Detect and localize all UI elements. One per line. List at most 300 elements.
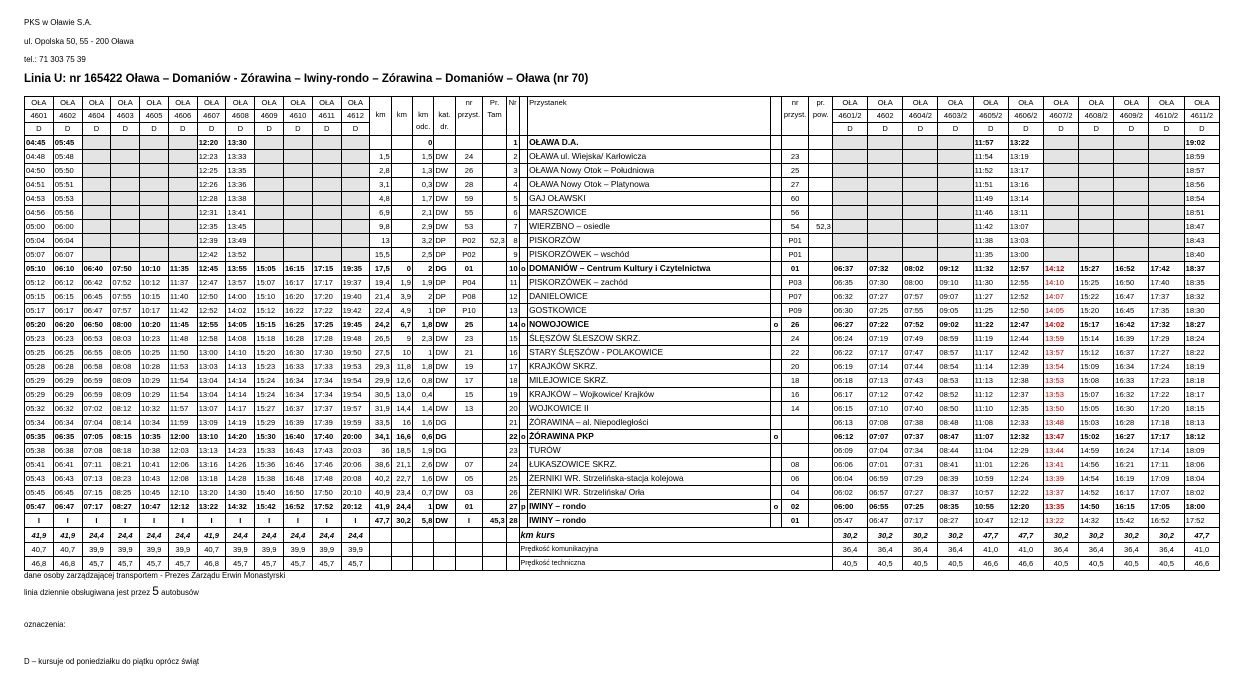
time-cell: [341, 192, 370, 206]
time-cell: 11:54: [973, 150, 1008, 164]
time-cell: 08:27: [938, 514, 973, 528]
time-cell: [255, 248, 284, 262]
time-cell: 17:37: [312, 402, 341, 416]
o-cell: [771, 402, 782, 416]
course-day: D: [903, 123, 938, 136]
km-odc-cell: 1,6: [413, 472, 434, 486]
time-cell: 07:57: [111, 304, 140, 318]
time-cell: 11:13: [973, 374, 1008, 388]
footer-value: 40,5: [1043, 557, 1078, 571]
stop-number-r-cell: 60: [781, 192, 809, 206]
time-cell: 17:22: [312, 304, 341, 318]
o-cell: [771, 290, 782, 304]
marker-cell: [519, 290, 528, 304]
time-cell: 06:07: [53, 248, 82, 262]
km2-cell: [391, 150, 412, 164]
stop-number-r-cell: P01: [781, 248, 809, 262]
time-cell: 15:14: [1079, 332, 1114, 346]
time-cell: 06:20: [53, 318, 82, 332]
footer-value: 39,9: [312, 543, 341, 557]
time-cell: 07:57: [903, 290, 938, 304]
o-cell: [771, 458, 782, 472]
kat-cell: DW: [434, 318, 455, 332]
time-cell: 07:19: [868, 332, 903, 346]
time-cell: 08:50: [938, 402, 973, 416]
time-cell: 15:33: [255, 444, 284, 458]
o-cell: [771, 262, 782, 276]
km2-cell: 16: [391, 416, 412, 430]
time-cell: 12:29: [1008, 444, 1043, 458]
time-cell: 08:14: [111, 416, 140, 430]
time-cell: 13:38: [226, 192, 255, 206]
time-cell: 17:18: [1149, 416, 1184, 430]
time-cell: 08:00: [111, 318, 140, 332]
pr-tam-cell: [483, 458, 506, 472]
time-cell: 17:11: [1149, 458, 1184, 472]
time-cell: 08:08: [111, 360, 140, 374]
km-cell: 40,9: [370, 486, 391, 500]
time-cell: 06:50: [82, 318, 111, 332]
time-cell: 18:57: [1184, 164, 1219, 178]
time-cell: 07:25: [903, 500, 938, 514]
stop-row: [25, 220, 1220, 234]
time-cell: 06:19: [832, 360, 867, 374]
time-cell: [1079, 234, 1114, 248]
course-number: 4608/2: [1079, 110, 1114, 123]
km2-cell: [391, 192, 412, 206]
time-cell: 14:08: [226, 332, 255, 346]
time-cell: 10:35: [140, 430, 169, 444]
pr-tam-cell: [483, 444, 506, 458]
course-number: 4607: [197, 110, 226, 123]
course-depot: OŁA: [973, 97, 1008, 110]
stop-number-cell: 59: [455, 192, 483, 206]
o-cell: [771, 248, 782, 262]
time-cell: [868, 220, 903, 234]
time-cell: 06:17: [832, 388, 867, 402]
time-cell: 15:08: [1079, 374, 1114, 388]
time-cell: 15:30: [255, 430, 284, 444]
footer-value: 40,7: [53, 543, 82, 557]
time-cell: 09:07: [938, 290, 973, 304]
time-cell: 13:35: [1043, 500, 1078, 514]
footer-value: 24,4: [341, 528, 370, 543]
course-depot: OŁA: [82, 97, 111, 110]
col-stop: [528, 97, 771, 136]
time-cell: 12:50: [197, 290, 226, 304]
time-cell: [868, 136, 903, 150]
time-cell: 08:05: [111, 346, 140, 360]
stop-row: [25, 136, 1220, 150]
pr-pow-cell: [809, 276, 832, 290]
time-cell: 16:52: [1149, 514, 1184, 528]
nr-cell: 27: [506, 500, 519, 514]
stop-name: MILEJOWICE SKRZ.: [528, 374, 771, 388]
course-day: D: [1114, 123, 1149, 136]
time-cell: [1149, 206, 1184, 220]
time-cell: [1079, 220, 1114, 234]
col-pr-tam-line2: Tam: [487, 110, 502, 119]
legend-d: D – kursuje od poniedziałku do piątku oprócz świąt: [24, 657, 200, 666]
time-cell: 08:57: [938, 346, 973, 360]
km-cell: 24,2: [370, 318, 391, 332]
time-cell: 05:32: [25, 402, 54, 416]
time-cell: [168, 136, 197, 150]
time-cell: 11:59: [168, 416, 197, 430]
time-cell: 16:52: [1114, 262, 1149, 276]
footer-label: km kurs: [519, 528, 832, 543]
km-odc-cell: 1,9: [413, 444, 434, 458]
time-cell: 14:02: [226, 304, 255, 318]
stop-row: [25, 304, 1220, 318]
footer-empty: [370, 557, 391, 571]
course-number: 4605/2: [973, 110, 1008, 123]
stop-name: IWINY – rondo: [528, 500, 771, 514]
time-cell: 05:29: [25, 374, 54, 388]
time-cell: [140, 248, 169, 262]
time-cell: 16:21: [1114, 458, 1149, 472]
time-cell: 14:14: [226, 374, 255, 388]
time-cell: 16:22: [284, 304, 313, 318]
time-cell: 11:12: [973, 388, 1008, 402]
time-cell: 07:10: [868, 402, 903, 416]
o-cell: [771, 164, 782, 178]
time-cell: 10:29: [140, 388, 169, 402]
km2-cell: 3,9: [391, 290, 412, 304]
course-number: 4610/2: [1149, 110, 1184, 123]
time-cell: 11:48: [168, 332, 197, 346]
course-number: 4602: [868, 110, 903, 123]
time-cell: 06:35: [832, 276, 867, 290]
stop-number-cell: P02: [455, 234, 483, 248]
time-cell: 13:00: [1008, 248, 1043, 262]
kat-cell: DW: [434, 472, 455, 486]
nr-cell: 2: [506, 150, 519, 164]
km-odc-cell: 2,5: [413, 248, 434, 262]
time-cell: 16:37: [1114, 346, 1149, 360]
time-cell: [1114, 234, 1149, 248]
stop-number-cell: 19: [455, 360, 483, 374]
time-cell: [903, 220, 938, 234]
course-day: D: [868, 123, 903, 136]
time-cell: 12:28: [197, 192, 226, 206]
time-cell: 17:15: [312, 262, 341, 276]
time-cell: 12:52: [197, 304, 226, 318]
time-cell: [1149, 234, 1184, 248]
time-cell: 13:52: [226, 248, 255, 262]
time-cell: 07:43: [903, 374, 938, 388]
time-cell: 16:42: [1114, 318, 1149, 332]
time-cell: 15:03: [1079, 416, 1114, 430]
km-odc-cell: 0,7: [413, 486, 434, 500]
time-cell: [1079, 206, 1114, 220]
time-cell: 05:53: [53, 192, 82, 206]
time-cell: 18:06: [1184, 458, 1219, 472]
time-cell: [312, 192, 341, 206]
pr-pow-cell: [809, 234, 832, 248]
pr-tam-cell: [483, 136, 506, 150]
km2-cell: 21,1: [391, 458, 412, 472]
marker-cell: [519, 164, 528, 178]
time-cell: [284, 164, 313, 178]
time-cell: [868, 150, 903, 164]
time-cell: 17:30: [312, 346, 341, 360]
stop-number-r-cell: 23: [781, 150, 809, 164]
km-cell: 19,4: [370, 276, 391, 290]
time-cell: 05:15: [25, 290, 54, 304]
footer-empty: [413, 557, 434, 571]
time-cell: 12:45: [197, 262, 226, 276]
footer-label: Prędkość techniczna: [519, 557, 832, 571]
time-cell: 12:32: [1008, 430, 1043, 444]
course-depot: OŁA: [1184, 97, 1219, 110]
time-cell: 08:47: [938, 430, 973, 444]
time-cell: [832, 136, 867, 150]
time-cell: 07:27: [903, 486, 938, 500]
time-cell: 15:25: [1079, 276, 1114, 290]
time-cell: 13:04: [197, 388, 226, 402]
speed-technical-row: [25, 557, 1220, 571]
time-cell: 19:02: [1184, 136, 1219, 150]
time-cell: [903, 248, 938, 262]
time-cell: 16:28: [284, 332, 313, 346]
time-cell: 06:12: [832, 430, 867, 444]
time-cell: 12:52: [1008, 290, 1043, 304]
time-cell: 16:37: [284, 402, 313, 416]
footer-empty: [483, 543, 506, 557]
time-cell: [868, 178, 903, 192]
time-cell: 10:20: [140, 318, 169, 332]
course-number: 4609: [255, 110, 284, 123]
time-cell: 14:59: [1079, 444, 1114, 458]
o-cell: [771, 178, 782, 192]
time-cell: 08:23: [111, 472, 140, 486]
stop-row: [25, 150, 1220, 164]
time-cell: 10:32: [140, 402, 169, 416]
km-cell: 27,5: [370, 346, 391, 360]
time-cell: 11:04: [973, 444, 1008, 458]
km-odc-cell: 0,6: [413, 430, 434, 444]
time-cell: 11:07: [973, 430, 1008, 444]
time-cell: 18:12: [1184, 430, 1219, 444]
footer-empty: [455, 528, 483, 543]
time-cell: 16:15: [1114, 500, 1149, 514]
col-km-odc-line2: odc.: [415, 122, 431, 131]
time-cell: 16:39: [284, 416, 313, 430]
time-cell: 11:42: [168, 304, 197, 318]
time-cell: [1043, 220, 1078, 234]
time-cell: 06:15: [53, 290, 82, 304]
footer-empty: [413, 528, 434, 543]
time-cell: 17:46: [312, 458, 341, 472]
pr-tam-cell: [483, 290, 506, 304]
course-number: 4611: [312, 110, 341, 123]
time-cell: 13:37: [1043, 486, 1078, 500]
time-cell: 08:02: [903, 262, 938, 276]
pr-pow-cell: [809, 360, 832, 374]
time-cell: 15:42: [1114, 514, 1149, 528]
km-odc-cell: 0,4: [413, 388, 434, 402]
time-cell: 16:30: [284, 346, 313, 360]
time-cell: 16:34: [1114, 360, 1149, 374]
pr-pow-cell: [809, 318, 832, 332]
footer-value: 41,9: [197, 528, 226, 543]
footer-value: 40,7: [197, 543, 226, 557]
time-cell: 12:23: [197, 150, 226, 164]
course-day: D: [168, 123, 197, 136]
time-cell: 07:42: [903, 388, 938, 402]
time-cell: 05:50: [53, 164, 82, 178]
time-cell: 07:01: [868, 458, 903, 472]
time-cell: 19:45: [341, 318, 370, 332]
time-cell: 16:40: [284, 430, 313, 444]
time-cell: [82, 206, 111, 220]
km-odc-cell: 1: [413, 304, 434, 318]
kat-cell: DW: [434, 192, 455, 206]
o-cell: [771, 276, 782, 290]
km-odc-cell: 2,6: [413, 458, 434, 472]
footer-value: 47,7: [1184, 528, 1219, 543]
time-cell: 16:50: [284, 486, 313, 500]
col-nr-przyst-r-line2: przyst.: [783, 110, 807, 119]
course-number: 4608: [226, 110, 255, 123]
kat-cell: DW: [434, 514, 455, 528]
km-odc-cell: 1,8: [413, 318, 434, 332]
stop-row: [25, 164, 1220, 178]
time-cell: [868, 248, 903, 262]
time-cell: 15:09: [1079, 360, 1114, 374]
stop-number-r-cell: 20: [781, 360, 809, 374]
time-cell: 14:17: [226, 402, 255, 416]
time-cell: [868, 164, 903, 178]
time-cell: 07:25: [868, 304, 903, 318]
stop-name: MARSZOWICE: [528, 206, 771, 220]
stop-row: [25, 234, 1220, 248]
stop-number-r-cell: 04: [781, 486, 809, 500]
footer-empty: [370, 528, 391, 543]
time-cell: 19:35: [341, 262, 370, 276]
time-cell: 13:39: [1043, 472, 1078, 486]
time-cell: 14:02: [1043, 318, 1078, 332]
time-cell: 13:04: [197, 374, 226, 388]
footer-value: 40,5: [938, 557, 973, 571]
time-cell: 11:19: [973, 332, 1008, 346]
footer-value: 39,9: [255, 543, 284, 557]
footer-value: 45,7: [226, 557, 255, 571]
km-cell: 36: [370, 444, 391, 458]
time-cell: 07:08: [868, 416, 903, 430]
stop-number-cell: 17: [455, 374, 483, 388]
stop-name: ŻERNIKI WR. Strzelińska-stacja kolejowa: [528, 472, 771, 486]
time-cell: 06:32: [832, 290, 867, 304]
footer-value: 46,8: [197, 557, 226, 571]
time-cell: 06:02: [832, 486, 867, 500]
km-odc-cell: 2,9: [413, 220, 434, 234]
stop-name: IWINY – rondo: [528, 514, 771, 528]
time-cell: 13:11: [1008, 206, 1043, 220]
time-cell: 18:00: [1184, 500, 1219, 514]
time-cell: 08:39: [938, 472, 973, 486]
time-cell: [255, 136, 284, 150]
time-cell: 05:25: [25, 346, 54, 360]
time-cell: 12:42: [197, 248, 226, 262]
time-cell: 15:36: [255, 458, 284, 472]
time-cell: 05:20: [25, 318, 54, 332]
footer-value: 45,7: [111, 557, 140, 571]
time-cell: 10:34: [140, 416, 169, 430]
time-cell: [255, 220, 284, 234]
time-cell: [82, 136, 111, 150]
kat-cell: DG: [434, 262, 455, 276]
stop-name: TURÓW: [528, 444, 771, 458]
time-cell: 17:25: [312, 318, 341, 332]
time-cell: 13:45: [226, 220, 255, 234]
col-km-odc-line1: km: [418, 110, 429, 119]
time-cell: 17:24: [1149, 360, 1184, 374]
time-cell: 14:07: [1043, 290, 1078, 304]
time-cell: [284, 248, 313, 262]
time-cell: 16:24: [1114, 444, 1149, 458]
time-cell: [1079, 150, 1114, 164]
time-cell: 10:38: [140, 444, 169, 458]
km-cell: 9,8: [370, 220, 391, 234]
time-cell: [284, 220, 313, 234]
km2-cell: 11,8: [391, 360, 412, 374]
pr-tam-cell: [483, 472, 506, 486]
time-cell: 13:57: [226, 276, 255, 290]
km-cell: 2,8: [370, 164, 391, 178]
km2-cell: 30,2: [391, 514, 412, 528]
stop-name: PISKORZÓWEK – zachód: [528, 276, 771, 290]
marker-cell: o: [519, 318, 528, 332]
stop-number-cell: 13: [455, 402, 483, 416]
time-cell: [1114, 150, 1149, 164]
time-cell: 15:22: [1079, 290, 1114, 304]
time-cell: 07:31: [903, 458, 938, 472]
time-cell: [312, 206, 341, 220]
footer-value: 36,4: [938, 543, 973, 557]
time-cell: 20:00: [341, 430, 370, 444]
footer-value: 40,5: [903, 557, 938, 571]
marker-cell: [519, 416, 528, 430]
km2-cell: [391, 136, 412, 150]
stop-name: ŻERNIKI WR. Strzelińska/ Orła: [528, 486, 771, 500]
footer-value: 40,5: [1149, 557, 1184, 571]
pr-tam-cell: [483, 304, 506, 318]
time-cell: 20:03: [341, 444, 370, 458]
footer-empty: [506, 528, 519, 543]
footer-value: 45,7: [255, 557, 284, 571]
course-day: D: [1008, 123, 1043, 136]
time-cell: [341, 178, 370, 192]
time-cell: 16:33: [1114, 374, 1149, 388]
time-cell: 13:19: [1008, 150, 1043, 164]
time-cell: 06:22: [832, 346, 867, 360]
time-cell: [1043, 136, 1078, 150]
km-odc-cell: 2,1: [413, 206, 434, 220]
footer-value: 30,2: [1114, 528, 1149, 543]
time-cell: 07:29: [903, 472, 938, 486]
time-cell: 15:27: [255, 402, 284, 416]
time-cell: 12:31: [197, 206, 226, 220]
time-cell: [938, 220, 973, 234]
time-cell: [140, 136, 169, 150]
time-cell: 06:40: [82, 262, 111, 276]
stop-name: DANIELOWICE: [528, 290, 771, 304]
stop-number-r-cell: 22: [781, 346, 809, 360]
time-cell: 05:17: [25, 304, 54, 318]
time-cell: 12:12: [168, 500, 197, 514]
